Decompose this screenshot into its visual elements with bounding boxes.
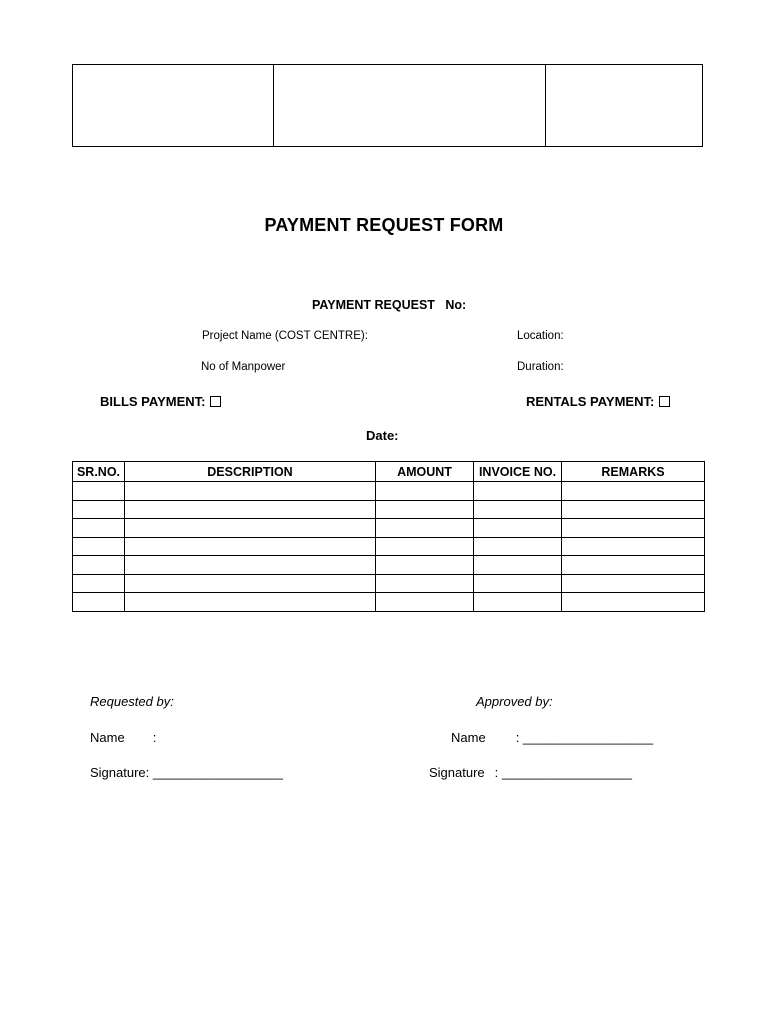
col-header-sr-no: SR.NO. — [73, 462, 125, 482]
cell-description[interactable] — [125, 500, 376, 519]
payment-items-table — [72, 461, 705, 612]
cell-sr-no[interactable] — [73, 482, 125, 501]
requester-signature-line: Signature: __________________ — [90, 765, 284, 780]
table-row — [73, 556, 705, 575]
col-header-amount: AMOUNT — [376, 462, 474, 482]
requester-name-line — [90, 730, 156, 745]
table-row — [73, 537, 705, 556]
cell-sr-no[interactable] — [73, 593, 125, 612]
cell-description[interactable] — [125, 556, 376, 575]
manpower-label: No of Manpower — [201, 361, 286, 373]
cell-description[interactable] — [125, 482, 376, 501]
rentals-payment-checkbox[interactable] — [659, 396, 670, 407]
duration-label: Duration: — [517, 361, 564, 373]
cell-sr-no[interactable] — [73, 574, 125, 593]
bills-payment-label: BILLS PAYMENT: — [100, 394, 206, 409]
cell-sr-no[interactable] — [73, 519, 125, 538]
cell-description[interactable] — [125, 537, 376, 556]
cell-sr-no[interactable] — [73, 500, 125, 519]
cell-invoice-no[interactable] — [474, 556, 562, 575]
cell-remarks[interactable] — [562, 556, 705, 575]
table-row — [73, 593, 705, 612]
cell-invoice-no[interactable] — [474, 537, 562, 556]
cell-amount[interactable] — [376, 537, 474, 556]
cell-invoice-no[interactable] — [474, 574, 562, 593]
rentals-payment-option[interactable] — [526, 394, 670, 409]
header-box — [72, 64, 703, 147]
cell-description[interactable] — [125, 593, 376, 612]
cell-sr-no[interactable] — [73, 537, 125, 556]
cell-invoice-no[interactable] — [474, 482, 562, 501]
header-logo-cell — [73, 65, 274, 146]
cell-description[interactable] — [125, 574, 376, 593]
table-row — [73, 482, 705, 501]
cell-amount[interactable] — [376, 574, 474, 593]
header-ref-cell — [546, 65, 702, 146]
location-label: Location: — [517, 330, 564, 342]
col-header-invoice-no: INVOICE NO. — [474, 462, 562, 482]
cell-remarks[interactable] — [562, 593, 705, 612]
cell-amount[interactable] — [376, 500, 474, 519]
table-header-row — [73, 462, 705, 482]
requester-name-label: Name — [90, 730, 125, 745]
cell-remarks[interactable] — [562, 519, 705, 538]
project-name-label: Project Name (COST CENTRE): — [202, 330, 368, 342]
approver-name-blank: : __________________ — [515, 730, 654, 745]
payment-request-no-label: PAYMENT REQUEST No: — [312, 298, 467, 312]
col-header-remarks: REMARKS — [562, 462, 705, 482]
approver-name-label: Name — [451, 730, 486, 745]
cell-amount[interactable] — [376, 593, 474, 612]
cell-invoice-no[interactable] — [474, 593, 562, 612]
header-company-cell — [274, 65, 546, 146]
approver-signature-line — [429, 765, 632, 780]
cell-sr-no[interactable] — [73, 556, 125, 575]
approver-signature-blank: : __________________ — [494, 765, 633, 780]
table-row — [73, 500, 705, 519]
cell-remarks[interactable] — [562, 537, 705, 556]
approved-by-label: Approved by: — [476, 694, 553, 709]
cell-amount[interactable] — [376, 519, 474, 538]
table-row — [73, 519, 705, 538]
approver-name-line — [451, 730, 653, 745]
col-header-description: DESCRIPTION — [125, 462, 376, 482]
requested-by-label: Requested by: — [90, 694, 174, 709]
cell-amount[interactable] — [376, 556, 474, 575]
table-body — [73, 482, 705, 612]
requester-name-colon: : — [152, 730, 157, 745]
cell-invoice-no[interactable] — [474, 500, 562, 519]
cell-remarks[interactable] — [562, 482, 705, 501]
bills-payment-option[interactable] — [100, 394, 221, 409]
cell-remarks[interactable] — [562, 574, 705, 593]
rentals-payment-label: RENTALS PAYMENT: — [526, 394, 655, 409]
form-title: PAYMENT REQUEST FORM — [264, 215, 504, 235]
cell-remarks[interactable] — [562, 500, 705, 519]
cell-description[interactable] — [125, 519, 376, 538]
table-row — [73, 574, 705, 593]
cell-amount[interactable] — [376, 482, 474, 501]
date-label: Date: — [366, 428, 399, 443]
approver-signature-label: Signature — [429, 765, 485, 780]
bills-payment-checkbox[interactable] — [210, 396, 221, 407]
cell-invoice-no[interactable] — [474, 519, 562, 538]
